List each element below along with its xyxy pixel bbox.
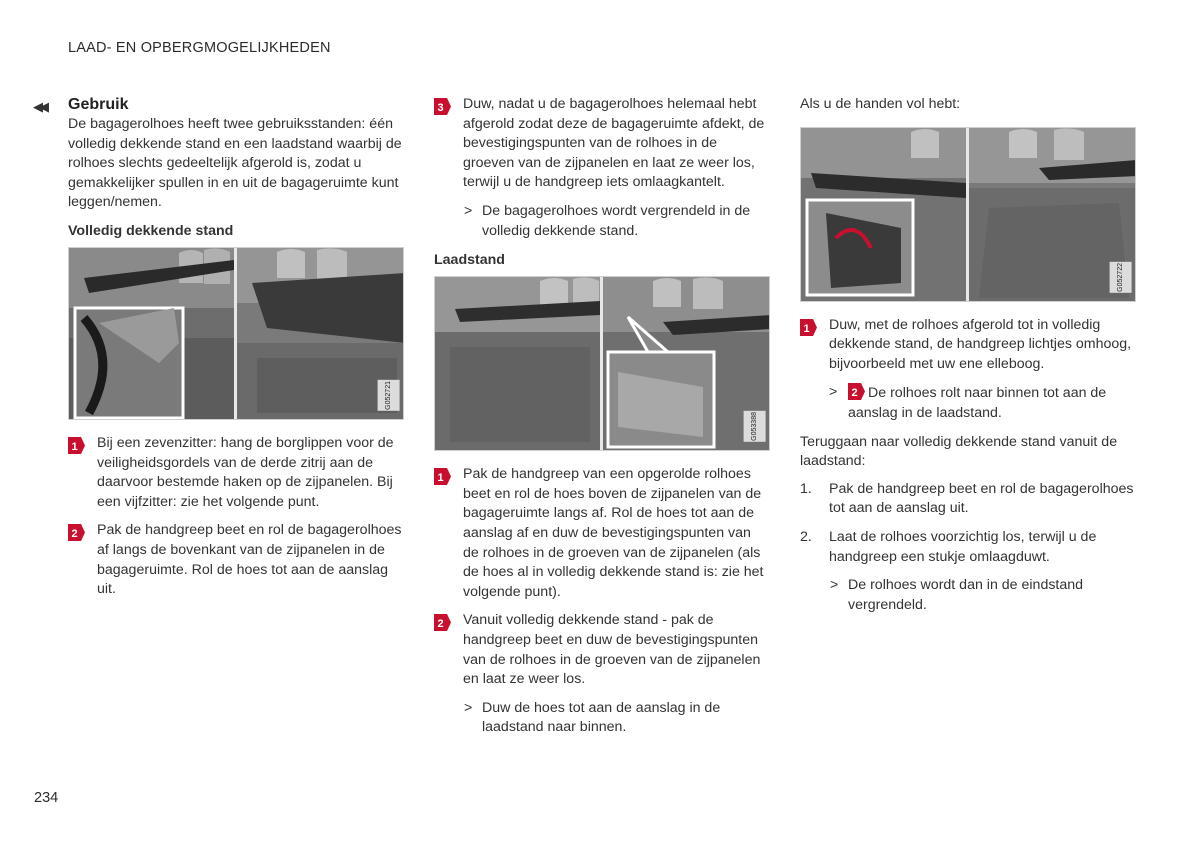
step-1 bbox=[68, 434, 402, 512]
page-header: LAAD- EN OPBERGMOGELIJKHEDEN bbox=[68, 40, 331, 56]
step-marker-1-icon bbox=[434, 468, 451, 485]
step-marker-2-icon bbox=[434, 614, 451, 631]
step-1-text: Bij een zevenzitter: hang de borglippen voor de veiligheidsgordels van de derde zitrij aan de daarvoor bestemde haken op de zijpanelen. Bij een vijfzitter: zie het volgende punt. bbox=[97, 434, 394, 510]
step-3-text: Duw, nadat u de bagagerolhoes helemaal hebt afgerold zodat deze de bagageruimte afdekt, de bevestigingspunten van de rolhoes in de groeven van de zijpanelen en laat ze weer los, terwijl u de handgreep iets omlaagkantelt. bbox=[463, 96, 765, 191]
hands-step-1 bbox=[800, 316, 1136, 375]
load-step-2-result-text: Duw de hoes tot aan de aanslag in de laadstand naar binnen. bbox=[482, 699, 721, 736]
svg-text:1: 1 bbox=[803, 322, 810, 335]
subheading-full-cover: Volledig dekkende stand bbox=[68, 222, 234, 239]
numbered-step-1-text: Pak de handgreep beet en rol de bagagerolhoes tot aan de aanslag uit. bbox=[829, 480, 1134, 517]
final-result-text: De rolhoes wordt dan in de eindstand vergrendeld. bbox=[848, 577, 1084, 613]
load-step-2 bbox=[434, 611, 770, 689]
step-3-result bbox=[434, 202, 770, 241]
result-arrow: > bbox=[464, 202, 473, 219]
hands-step-1-result-text: De rolhoes rolt naar binnen tot aan de aanslag in de laadstand. bbox=[848, 385, 1107, 421]
step-marker-1-icon bbox=[68, 437, 85, 454]
trunk-photo-left bbox=[69, 248, 234, 420]
step-2-text: Pak de handgreep beet en rol de bagagerolhoes af langs de bovenkant van de zijpanelen in de bagageruimte. Rol de hoes tot aan de aanslag uit. bbox=[97, 522, 402, 598]
svg-text:2: 2 bbox=[71, 528, 78, 541]
result-arrow: > bbox=[829, 384, 838, 401]
svg-text:2: 2 bbox=[437, 618, 444, 631]
step-marker-1-icon bbox=[800, 319, 817, 336]
illustration-load-position bbox=[434, 276, 770, 451]
return-paragraph: Teruggaan naar volledig dekkende stand vanuit de laadstand: bbox=[800, 433, 1118, 470]
load-step-2-text: Vanuit volledig dekkende stand - pak de handgreep beet en duw de bevestigingspunten van de rolhoes in de groeven van de zijpanelen en laat ze weer los. bbox=[463, 612, 761, 688]
intro-paragraph: De bagagerolhoes heeft twee gebruiksstanden: één volledig dekkende stand en een laadstand waarbij de rolhoes slechts gedeeltelijk afgerold is, zodat u gemakkelijker spullen in en uit de bagageruimte kunt leggen/nemen. bbox=[68, 116, 402, 211]
numbered-step-1 bbox=[800, 480, 1136, 519]
hands-full-intro: Als u de handen vol hebt: bbox=[800, 96, 961, 112]
final-result bbox=[800, 576, 1136, 615]
step-marker-2-icon bbox=[848, 383, 865, 400]
numbered-step-2 bbox=[800, 528, 1136, 567]
image-code: G053388 bbox=[744, 411, 766, 442]
image-code: G052722 bbox=[1110, 262, 1132, 293]
hands-step-1-result bbox=[800, 383, 1136, 423]
svg-text:3: 3 bbox=[437, 102, 444, 114]
subheading-load-position: Laadstand bbox=[434, 252, 505, 269]
step-3 bbox=[434, 95, 770, 193]
hands-step-1-text: Duw, met de rolhoes afgerold tot in volledig dekkende stand, de handgreep lichtjes omhoog, bijvoorbeeld met uw ene elleboog. bbox=[829, 316, 1132, 372]
result-arrow: > bbox=[464, 699, 473, 716]
numbered-step-2-text: Laat de rolhoes voorzichtig los, terwijl u de handgreep een stukje omlaagduwt. bbox=[829, 528, 1097, 565]
trunk-photo-left bbox=[435, 277, 600, 451]
step-3-result-text: De bagagerolhoes wordt vergrendeld in de volledig dekkende stand. bbox=[482, 202, 751, 239]
illustration-full-cover bbox=[68, 247, 404, 420]
load-step-1-text: Pak de handgreep van een opgerolde rolhoes beet en rol de hoes boven de zijpanelen van de bagageruimte langs af. Rol de hoes tot aan de aanslag af en duw de bevestigingspunten van de rolhoes in de groeven van de zijpanelen (als de hoes al in volledig dekkende stand is: zie het volgende punt). bbox=[463, 466, 764, 600]
image-code: G052721 bbox=[378, 380, 400, 411]
load-step-2-result bbox=[434, 699, 770, 738]
step-marker-3-icon bbox=[434, 98, 451, 115]
svg-text:1: 1 bbox=[437, 472, 444, 485]
trunk-photo-left bbox=[801, 128, 966, 302]
svg-text:2: 2 bbox=[851, 387, 858, 400]
result-arrow: > bbox=[830, 577, 839, 594]
section-heading: Gebruik bbox=[68, 96, 129, 113]
column-2 bbox=[434, 95, 770, 747]
back-arrows-icon[interactable]: ◀◀ bbox=[33, 99, 45, 114]
step-marker-2-icon bbox=[68, 524, 85, 541]
page-number: 234 bbox=[34, 790, 59, 806]
numbered-step-1-num: 1. bbox=[800, 480, 812, 497]
numbered-step-2-num: 2. bbox=[800, 528, 812, 545]
load-step-1 bbox=[434, 465, 770, 602]
step-2 bbox=[68, 521, 402, 599]
column-3 bbox=[800, 95, 1136, 624]
illustration-hands-full bbox=[800, 127, 1136, 302]
column-1 bbox=[68, 95, 402, 609]
svg-text:1: 1 bbox=[71, 440, 78, 453]
